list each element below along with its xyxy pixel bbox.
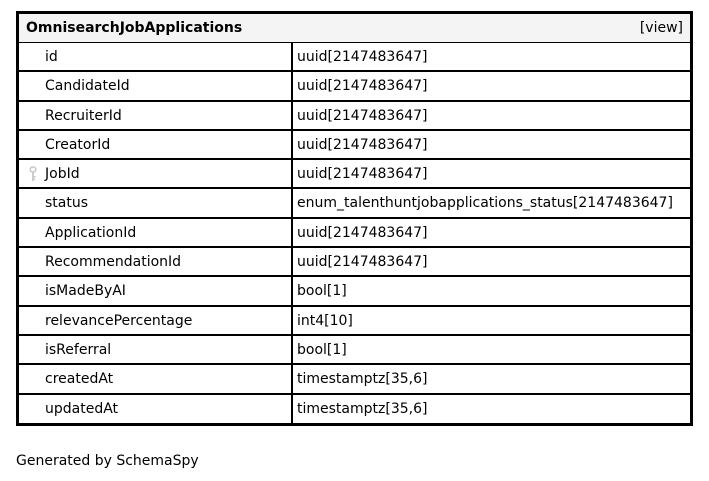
column-type-cell bbox=[295, 43, 690, 70]
table-kind-label: [view] bbox=[639, 20, 683, 36]
column-name-cell bbox=[19, 395, 293, 424]
column-row-applicationid[interactable] bbox=[19, 219, 690, 248]
column-type: bool[1] bbox=[297, 283, 347, 300]
column-row-relevancepercentage[interactable] bbox=[19, 307, 690, 336]
column-type: int4[10] bbox=[297, 312, 353, 329]
column-name-cell bbox=[19, 102, 293, 129]
column-name-cell bbox=[19, 277, 293, 304]
table-box bbox=[16, 11, 693, 426]
column-row-jobid[interactable] bbox=[19, 160, 690, 189]
column-name: isReferral bbox=[45, 341, 112, 358]
column-name-cell bbox=[19, 336, 293, 363]
column-type-cell bbox=[295, 277, 690, 304]
column-name: RecruiterId bbox=[45, 107, 122, 124]
column-name: relevancePercentage bbox=[45, 312, 193, 329]
column-type: uuid[2147483647] bbox=[297, 78, 428, 95]
column-name-cell bbox=[19, 307, 293, 334]
column-type-cell bbox=[295, 131, 690, 158]
column-type: enum_talenthuntjobapplications_status[2147483647] bbox=[297, 195, 673, 212]
column-type-cell bbox=[295, 248, 690, 275]
column-type: uuid[2147483647] bbox=[297, 107, 428, 124]
column-type-cell bbox=[295, 307, 690, 334]
generated-by-footer: Generated by SchemaSpy bbox=[16, 453, 199, 469]
column-name-cell bbox=[19, 365, 293, 392]
column-row-id[interactable] bbox=[19, 43, 690, 72]
column-type: uuid[2147483647] bbox=[297, 49, 428, 65]
column-name-cell bbox=[19, 72, 293, 99]
column-row-candidateid[interactable] bbox=[19, 72, 690, 101]
column-name: isMadeByAI bbox=[45, 283, 126, 300]
column-row-creatorid[interactable] bbox=[19, 131, 690, 160]
column-type-cell bbox=[295, 72, 690, 99]
column-row-recruiterid[interactable] bbox=[19, 102, 690, 131]
column-type-cell bbox=[295, 102, 690, 129]
column-name: JobId bbox=[45, 166, 80, 183]
column-type: uuid[2147483647] bbox=[297, 254, 428, 271]
column-name: CreatorId bbox=[45, 136, 111, 153]
column-name: createdAt bbox=[45, 371, 114, 388]
column-type: uuid[2147483647] bbox=[297, 166, 428, 183]
column-type-cell bbox=[295, 336, 690, 363]
column-type: timestamptz[35,6] bbox=[297, 400, 428, 417]
column-name: id bbox=[45, 49, 58, 65]
column-type-cell bbox=[295, 160, 690, 187]
column-type: timestamptz[35,6] bbox=[297, 371, 428, 388]
column-name: RecommendationId bbox=[45, 254, 182, 271]
column-type-cell bbox=[295, 395, 690, 424]
column-name-cell bbox=[19, 219, 293, 246]
column-name-cell bbox=[19, 131, 293, 158]
column-type: uuid[2147483647] bbox=[297, 224, 428, 241]
column-row-recommendationid[interactable] bbox=[19, 248, 690, 277]
column-row-updatedat[interactable] bbox=[19, 395, 690, 424]
column-type: uuid[2147483647] bbox=[297, 136, 428, 153]
column-name-cell bbox=[19, 248, 293, 275]
column-name: ApplicationId bbox=[45, 224, 137, 241]
column-type-cell bbox=[295, 365, 690, 392]
column-name-cell bbox=[19, 189, 293, 216]
key-icon bbox=[28, 166, 38, 182]
column-name-cell bbox=[19, 160, 293, 187]
column-type-cell bbox=[295, 189, 690, 216]
column-name: status bbox=[45, 195, 89, 212]
column-name: updatedAt bbox=[45, 400, 119, 417]
column-name: CandidateId bbox=[45, 78, 130, 95]
column-row-ismadebyai[interactable] bbox=[19, 277, 690, 306]
column-name-cell bbox=[19, 43, 293, 70]
column-row-status[interactable] bbox=[19, 189, 690, 218]
column-row-createdat[interactable] bbox=[19, 365, 690, 394]
table-title[interactable]: OmnisearchJobApplications bbox=[26, 20, 243, 36]
column-row-isreferral[interactable] bbox=[19, 336, 690, 365]
column-type-cell bbox=[295, 219, 690, 246]
column-type: bool[1] bbox=[297, 341, 347, 358]
table-header bbox=[19, 14, 690, 43]
